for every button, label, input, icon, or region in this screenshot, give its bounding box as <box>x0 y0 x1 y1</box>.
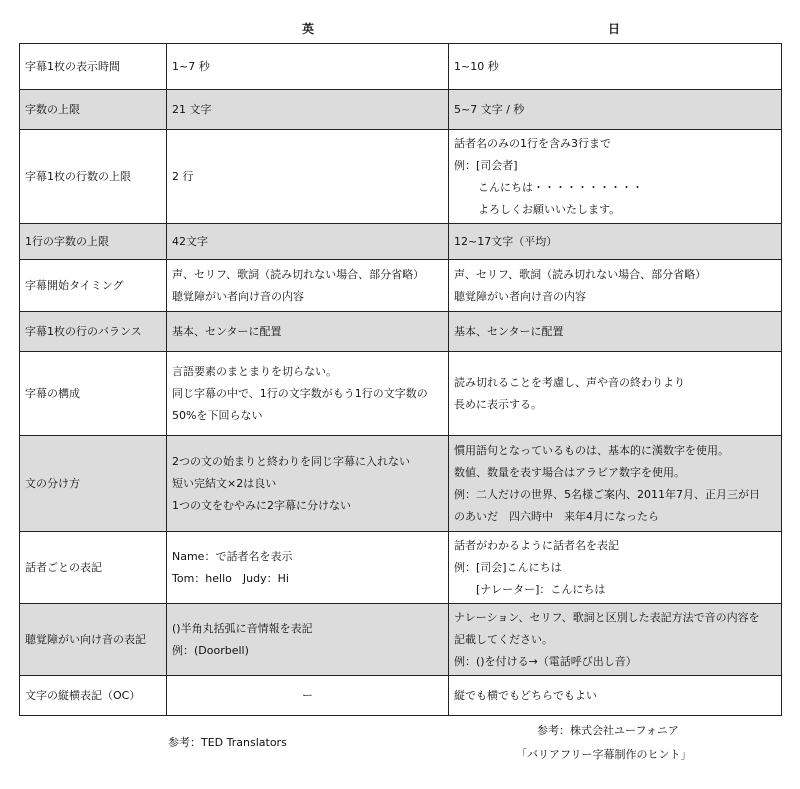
english-cell: 基本、センターに配置 <box>167 312 449 352</box>
row-label: 1行の字数の上限 <box>20 224 167 260</box>
english-cell: 2 行 <box>167 130 449 224</box>
japanese-cell: 5~7 文字 / 秒 <box>449 90 782 130</box>
japanese-cell: 声、セリフ、歌詞（読み切れない場合、部分省略） 聴覚障がい者向け音の内容 <box>449 260 782 312</box>
english-source-note: 参考：TED Translators <box>168 736 287 749</box>
row-label: 字幕1枚の表示時間 <box>20 44 167 90</box>
table-row <box>20 604 782 676</box>
japanese-source-title: 「バリアフリー字幕制作のヒント」 <box>516 748 692 761</box>
table-row <box>20 352 782 436</box>
table-row <box>20 44 782 90</box>
english-cell: 1~7 秒 <box>167 44 449 90</box>
row-label: 字幕開始タイミング <box>20 260 167 312</box>
english-cell: Name：で話者名を表示 Tom：hello Judy：Hi <box>167 532 449 604</box>
column-header-japanese: 日 <box>608 22 621 36</box>
japanese-cell: 1~10 秒 <box>449 44 782 90</box>
japanese-cell: 縦でも横でもどちらでもよい <box>449 676 782 716</box>
row-label: 字幕1枚の行のバランス <box>20 312 167 352</box>
table-row <box>20 436 782 532</box>
table-row <box>20 532 782 604</box>
row-label: 話者ごとの表記 <box>20 532 167 604</box>
english-cell: 42文字 <box>167 224 449 260</box>
table-row <box>20 90 782 130</box>
row-label: 字幕1枚の行数の上限 <box>20 130 167 224</box>
english-cell: 声、セリフ、歌詞（読み切れない場合、部分省略） 聴覚障がい者向け音の内容 <box>167 260 449 312</box>
table-row <box>20 224 782 260</box>
english-cell: 2つの文の始まりと終わりを同じ字幕に入れない 短い完結文×2は良い 1つの文をむやみに2字幕に分けない <box>167 436 449 532</box>
english-cell: 言語要素のまとまりを切らない。 同じ字幕の中で、1行の文字数がもう1行の文字数の 50%を下回らない <box>167 352 449 436</box>
table-row <box>20 130 782 224</box>
japanese-cell: 12~17文字（平均） <box>449 224 782 260</box>
japanese-cell: 話者名のみの1行を含み3行まで 例：[司会者] こんにちは・・・・・・・・・・ よろしくお願いいたします。 <box>449 130 782 224</box>
row-label: 聴覚障がい向け音の表記 <box>20 604 167 676</box>
japanese-cell: ナレーション、セリフ、歌詞と区別した表記方法で音の内容を 記載してください。 例：()を付ける→（電話呼び出し音） <box>449 604 782 676</box>
japanese-cell: 慣用語句となっているものは、基本的に漢数字を使用。 数値、数量を表す場合はアラビア数字を使用。 例：二人だけの世界、5名様ご案内、2011年7月、正月三が日 のあいだ 四六時中 来年4月になったら <box>449 436 782 532</box>
japanese-cell: 読み切れることを考慮し、声や音の終わりより 長めに表示する。 <box>449 352 782 436</box>
english-cell: ()半角丸括弧に音情報を表記 例：(Doorbell) <box>167 604 449 676</box>
table-row <box>20 312 782 352</box>
row-label: 文字の縦横表記（OC） <box>20 676 167 716</box>
comparison-table <box>19 43 782 716</box>
row-label: 文の分け方 <box>20 436 167 532</box>
english-cell: ー <box>167 676 449 716</box>
japanese-cell: 話者がわかるように話者名を表記 例：[司会]こんにちは [ナレーター]：こんにちは <box>449 532 782 604</box>
row-label: 字数の上限 <box>20 90 167 130</box>
japanese-cell: 基本、センターに配置 <box>449 312 782 352</box>
table-row <box>20 676 782 716</box>
column-header-english: 英 <box>302 22 315 36</box>
table-row <box>20 260 782 312</box>
english-cell: 21 文字 <box>167 90 449 130</box>
japanese-source-note: 参考：株式会社ユーフォニア <box>537 724 679 737</box>
row-label: 字幕の構成 <box>20 352 167 436</box>
